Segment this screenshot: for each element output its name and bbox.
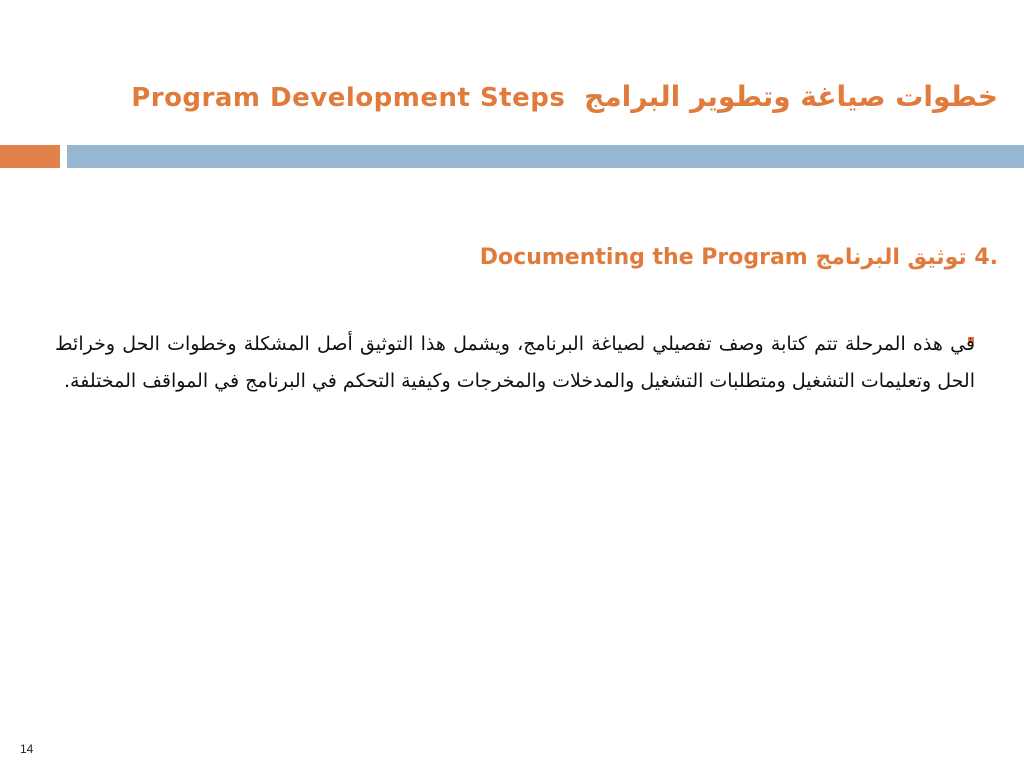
bullet-paragraph: في هذه المرحلة تتم كتابة وصف تفصيلي لصياغة البرنامج، ويشمل هذا التوثيق أصل المشكلة وخطوات الحل وخرائط الحل وتعليمات التشغيل ومتطلبات التشغيل والمدخلات والمخرجات وكيفية التحكم في البرنامج في المواقف المختلفة. — [55, 333, 975, 392]
section-heading-arabic: توثيق البرنامج — [815, 245, 967, 270]
slide-title-english: Program Development Steps — [131, 83, 566, 113]
page-number: 14 — [20, 742, 34, 756]
slide-title — [18, 72, 998, 123]
section-number: 4. — [974, 245, 998, 270]
title-divider-blue-bar — [67, 145, 1024, 168]
slide-title-arabic: خطوات صياغة وتطوير البرامج — [584, 80, 998, 113]
section-heading-english: Documenting the Program — [479, 245, 808, 270]
title-divider-orange-bar — [0, 145, 60, 168]
section-heading — [38, 238, 998, 278]
